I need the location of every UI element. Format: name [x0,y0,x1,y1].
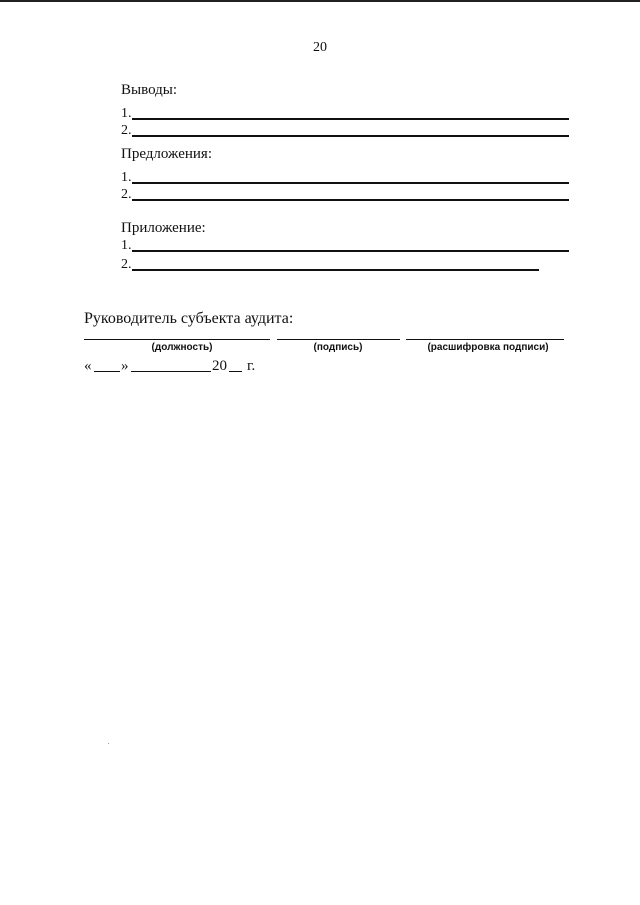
signature-caption: (подпись) [313,342,363,353]
fill-line [132,118,569,120]
open-quote: « [84,358,92,374]
day-blank[interactable] [94,371,120,372]
section-title-proposals: Предложения: [121,146,212,162]
proposal-line-1[interactable] [121,170,571,186]
conclusion-line-2[interactable] [121,123,571,139]
fill-line [132,182,569,184]
page-number: 20 [313,40,327,55]
line-number: 1. [121,238,132,253]
section-title-attachment: Приложение: [121,220,206,236]
signature-line[interactable] [277,339,400,340]
year-suffix: г. [247,358,256,374]
name-decoding-line[interactable] [406,339,564,340]
line-number: 2. [121,257,132,272]
line-number: 1. [121,170,132,185]
fill-line [132,199,569,201]
section-title-conclusions: Выводы: [121,82,178,98]
page-top-edge [0,0,640,2]
fill-line [132,269,539,271]
month-blank[interactable] [131,371,211,372]
year-prefix: 20 [212,358,227,374]
fill-line [132,135,569,137]
fill-line [132,250,569,252]
line-number: 1. [121,106,132,121]
signature-header: Руководитель субъекта аудита: [84,310,294,327]
line-number: 2. [121,187,132,202]
conclusion-line-1[interactable] [121,106,571,122]
date-field[interactable] [84,357,324,375]
close-quote: » [121,358,129,374]
attachment-line-2[interactable] [121,257,541,273]
position-signature-line[interactable] [84,339,270,340]
proposal-line-2[interactable] [121,187,571,203]
position-caption: (должность) [151,342,213,353]
year-blank[interactable] [229,371,242,372]
scan-speck [108,743,109,744]
decoding-caption: (расшифровка подписи) [427,342,549,353]
attachment-line-1[interactable] [121,238,571,254]
line-number: 2. [121,123,132,138]
